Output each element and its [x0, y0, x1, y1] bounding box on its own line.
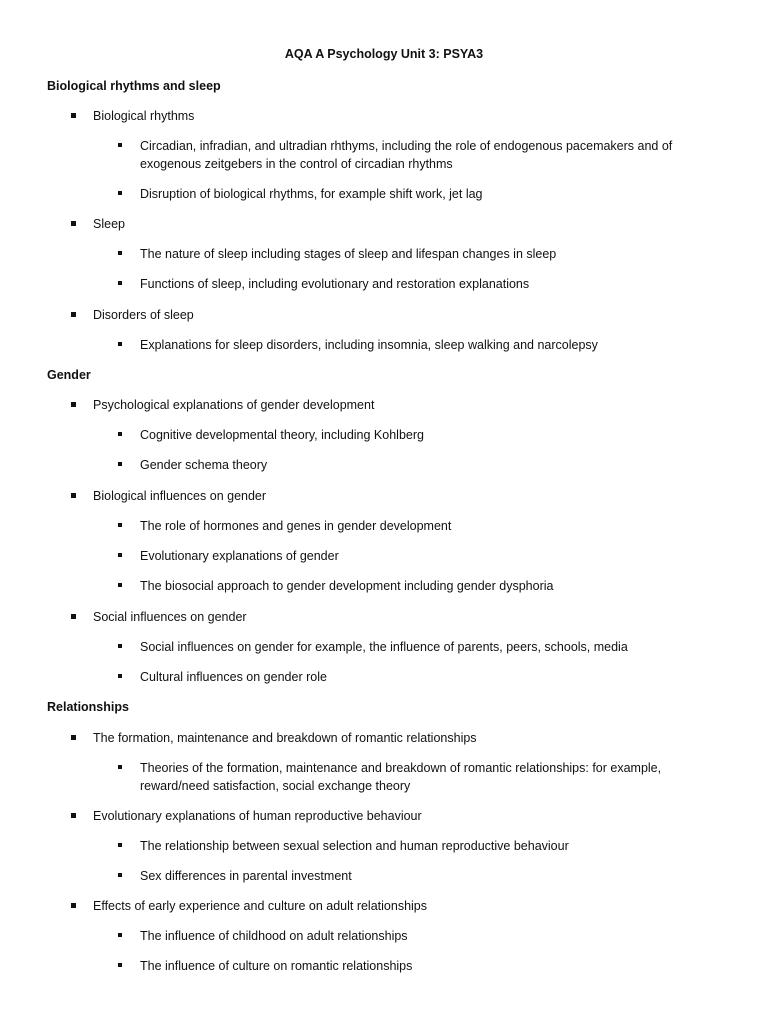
- square-bullet-icon: [71, 402, 76, 407]
- topic-item: Biological rhythms: [93, 107, 194, 125]
- square-bullet-icon: [71, 113, 76, 118]
- subtopic-item: Explanations for sleep disorders, including insomnia, sleep walking and narcolepsy: [140, 336, 598, 354]
- square-bullet-icon: [71, 312, 76, 317]
- square-bullet-icon: [118, 873, 122, 877]
- square-bullet-icon: [118, 251, 122, 255]
- square-bullet-icon: [71, 221, 76, 226]
- subtopic-item: The influence of childhood on adult relationships: [140, 927, 408, 945]
- subtopic-item: Evolutionary explanations of gender: [140, 547, 339, 565]
- square-bullet-icon: [118, 432, 122, 436]
- topic-item: Evolutionary explanations of human reproductive behaviour: [93, 807, 422, 825]
- topic-item: Social influences on gender: [93, 608, 247, 626]
- square-bullet-icon: [118, 963, 122, 967]
- square-bullet-icon: [118, 583, 122, 587]
- topic-item: Psychological explanations of gender development: [93, 396, 374, 414]
- square-bullet-icon: [118, 342, 122, 346]
- square-bullet-icon: [118, 462, 122, 466]
- subtopic-item: Sex differences in parental investment: [140, 867, 352, 885]
- subtopic-item: Circadian, infradian, and ultradian rhthyms, including the role of endogenous pacemakers and of: [140, 137, 672, 155]
- section-heading: Gender: [47, 368, 91, 382]
- subtopic-item: The biosocial approach to gender development including gender dysphoria: [140, 577, 553, 595]
- subtopic-continuation: exogenous zeitgebers in the control of circadian rhythms: [140, 157, 453, 171]
- square-bullet-icon: [118, 933, 122, 937]
- square-bullet-icon: [118, 843, 122, 847]
- square-bullet-icon: [118, 553, 122, 557]
- page-title: AQA A Psychology Unit 3: PSYA3: [284, 47, 484, 61]
- square-bullet-icon: [118, 765, 122, 769]
- square-bullet-icon: [118, 191, 122, 195]
- square-bullet-icon: [71, 614, 76, 619]
- square-bullet-icon: [71, 493, 76, 498]
- square-bullet-icon: [118, 523, 122, 527]
- square-bullet-icon: [118, 281, 122, 285]
- subtopic-item: Functions of sleep, including evolutionary and restoration explanations: [140, 275, 529, 293]
- square-bullet-icon: [71, 813, 76, 818]
- topic-item: Effects of early experience and culture on adult relationships: [93, 897, 427, 915]
- section-heading: Relationships: [47, 700, 129, 714]
- topic-item: Sleep: [93, 215, 125, 233]
- subtopic-item: Cognitive developmental theory, including Kohlberg: [140, 426, 424, 444]
- subtopic-continuation: reward/need satisfaction, social exchange theory: [140, 779, 411, 793]
- square-bullet-icon: [118, 674, 122, 678]
- subtopic-item: Gender schema theory: [140, 456, 267, 474]
- subtopic-item: Cultural influences on gender role: [140, 668, 327, 686]
- subtopic-item: The relationship between sexual selection and human reproductive behaviour: [140, 837, 569, 855]
- section-heading: Biological rhythms and sleep: [47, 79, 221, 93]
- square-bullet-icon: [71, 903, 76, 908]
- square-bullet-icon: [118, 143, 122, 147]
- subtopic-item: The role of hormones and genes in gender development: [140, 517, 451, 535]
- topic-item: Disorders of sleep: [93, 306, 194, 324]
- subtopic-item: The nature of sleep including stages of sleep and lifespan changes in sleep: [140, 245, 556, 263]
- square-bullet-icon: [118, 644, 122, 648]
- subtopic-item: The influence of culture on romantic relationships: [140, 957, 412, 975]
- subtopic-item: Theories of the formation, maintenance and breakdown of romantic relationships: for example,: [140, 759, 661, 777]
- square-bullet-icon: [71, 735, 76, 740]
- subtopic-item: Disruption of biological rhythms, for example shift work, jet lag: [140, 185, 483, 203]
- topic-item: Biological influences on gender: [93, 487, 266, 505]
- subtopic-item: Social influences on gender for example, the influence of parents, peers, schools, media: [140, 638, 628, 656]
- topic-item: The formation, maintenance and breakdown of romantic relationships: [93, 729, 477, 747]
